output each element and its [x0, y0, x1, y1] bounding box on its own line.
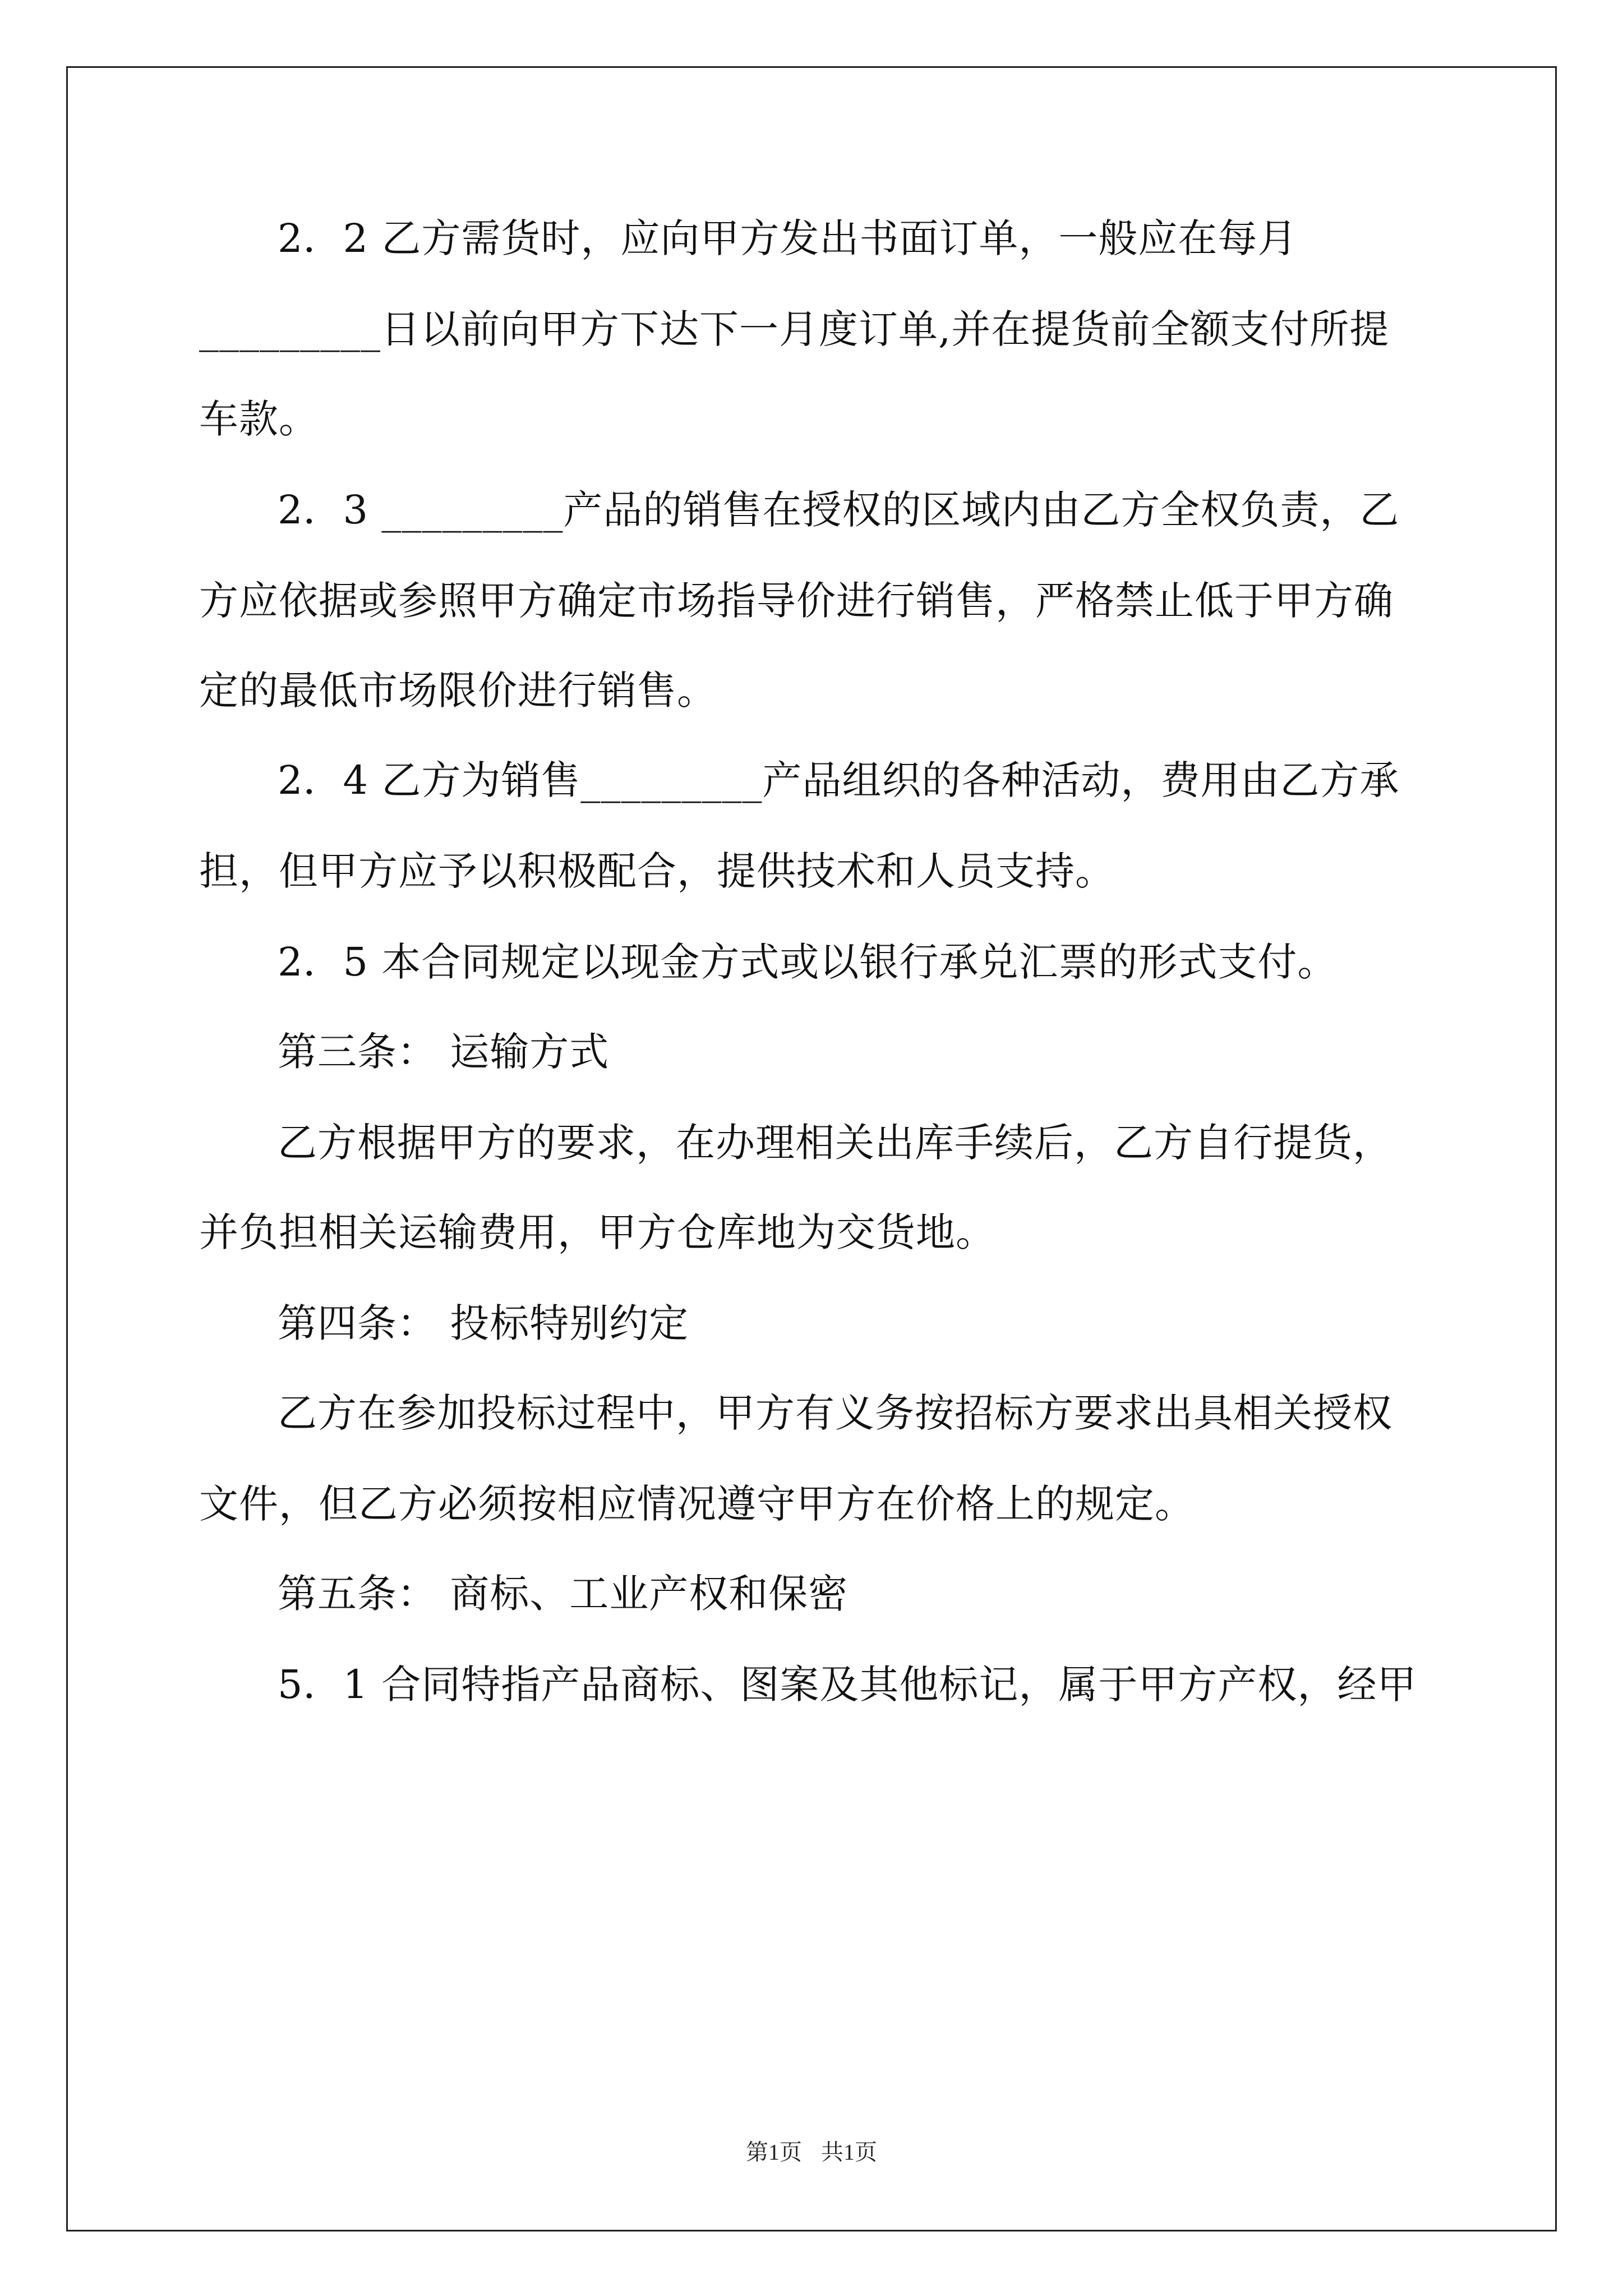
- paragraph-line: 定的最低市场限价进行销售。: [199, 668, 717, 714]
- paragraph-line: 并负担相关运输费用，甲方仓库地为交货地。: [199, 1209, 995, 1255]
- section-heading: 第五条： 商标、工业产权和保密: [278, 1571, 849, 1617]
- paragraph-line: _________日以前向甲方下达下一月度订单,并在提货前全额支付所提: [199, 306, 1390, 352]
- paragraph-line: 乙方根据甲方的要求，在办理相关出库手续后，乙方自行提货，: [278, 1120, 1393, 1166]
- paragraph-line: 方应依据或参照甲方确定市场指导价进行销售，严格禁止低于甲方确: [199, 578, 1394, 624]
- paragraph-line: 2．2 乙方需货时，应向甲方发出书面订单，一般应在每月: [278, 215, 1298, 261]
- page-number-current: 第1页: [746, 2139, 802, 2165]
- section-heading: 第四条： 投标特别约定: [278, 1300, 689, 1346]
- paragraph-line: 车款。: [199, 396, 319, 442]
- paragraph-line: 2．3 _________产品的销售在授权的区域内由乙方全权负责，乙: [278, 487, 1400, 533]
- paragraph-line: 乙方在参加投标过程中，甲方有义务按招标方要求出具相关授权: [278, 1390, 1393, 1436]
- page-number-total: 共1页: [821, 2139, 877, 2165]
- paragraph-line: 2．5 本合同规定以现金方式或以银行承兑汇票的形式支付。: [278, 939, 1338, 985]
- paragraph-line: 2．4 乙方为销售_________产品组织的各种活动，费用由乙方承: [278, 757, 1400, 803]
- paragraph-line: 5．1 合同特指产品商标、图案及其他标记，属于甲方产权，经甲: [278, 1662, 1417, 1708]
- paragraph-line: 文件，但乙方必须按相应情况遵守甲方在价格上的规定。: [199, 1481, 1195, 1527]
- page-footer: [0, 2134, 1623, 2166]
- paragraph-line: 担，但甲方应予以积极配合，提供技术和人员支持。: [199, 848, 1115, 894]
- section-heading: 第三条： 运输方式: [278, 1029, 610, 1075]
